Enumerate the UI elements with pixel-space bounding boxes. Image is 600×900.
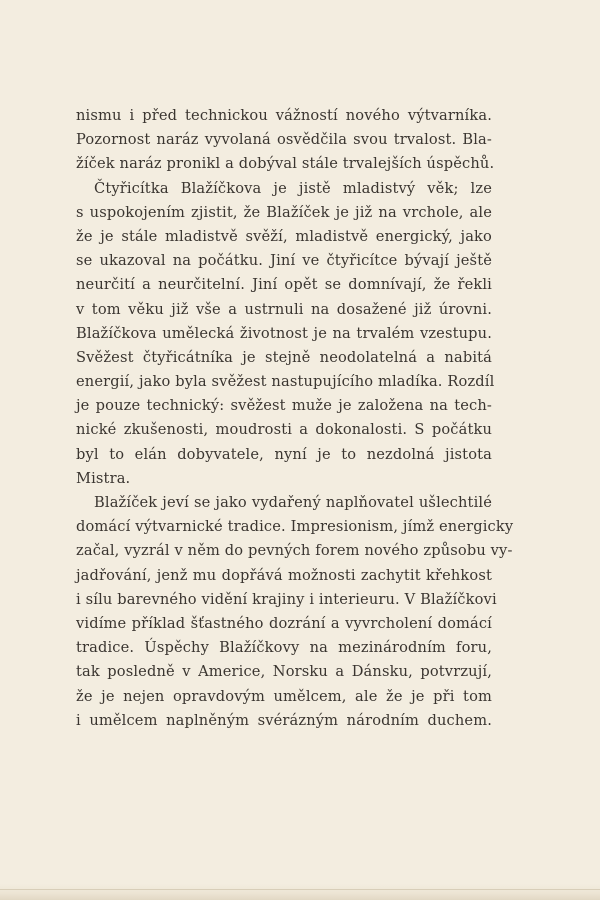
text-line: že je nejen opravdovým umělcem, ale že je při tom: [76, 687, 492, 705]
text-line: i umělcem naplněným svérázným národním duchem.: [76, 711, 492, 729]
text-line: domácí výtvarnické tradice. Impresionism, jímž energicky: [76, 518, 514, 536]
text-line: tradice. Úspěchy Blažíčkovy na mezinárodním foru,: [76, 639, 492, 657]
text-line: Čtyřicítka Blažíčkova je jistě mladistvý věk; lze: [94, 179, 492, 197]
text-line: začal, vyzrál v něm do pevných forem nového způsobu vy-: [76, 542, 513, 560]
text-line: Svěžest čtyřicátníka je stejně neodolatelná a nabitá: [76, 348, 492, 366]
text-line: vidíme příklad šťastného dozrání a vyvrcholení domácí: [76, 614, 492, 632]
text-line: tak posledně v Americe, Norsku a Dánsku, potvrzují,: [76, 663, 492, 681]
text-line: Blažíček jeví se jako vydařený naplňovatel ušlechtilé: [94, 494, 492, 511]
text-line: v tom věku již vše a ustrnuli na dosažené již úrovni.: [76, 300, 492, 318]
text-line: žíček naráz pronikl a dobýval stále trvalejších úspěchů.: [76, 155, 495, 173]
text-line: nismu i před technickou vážností nového výtvarníka.: [76, 107, 492, 124]
text-line: jadřování, jenž mu dopřává možnosti zachytit křehkost: [76, 566, 492, 584]
text-line: Blažíčkova umělecká životnost je na trvalém vzestupu.: [76, 324, 492, 342]
text-line: s uspokojením zjistit, že Blažíček je již na vrchole, ale: [76, 203, 492, 221]
text-line: i sílu barevného vidění krajiny i interieuru. V Blažíčkovi: [76, 590, 497, 608]
text-line: energií, jako byla svěžest nastupujícího mladíka. Rozdíl: [76, 373, 495, 391]
text-line: se ukazoval na počátku. Jiní ve čtyřicítce bývají ještě: [76, 252, 492, 270]
body-text: [76, 104, 514, 733]
text-line: Mistra.: [76, 469, 131, 487]
text-line: nické zkušenosti, moudrosti a dokonalosti. S počátku: [76, 421, 492, 439]
text-line: Pozornost naráz vyvolaná osvědčila svou trvalost. Bla-: [76, 131, 492, 149]
page-edge-divider: [0, 889, 600, 890]
text-line: že je stále mladistvě svěží, mladistvě energický, jako: [76, 227, 492, 245]
text-line: je pouze technický: svěžest muže je založena na tech-: [76, 397, 492, 415]
text-line: byl to elán dobyvatele, nyní je to nezdolná jistota: [76, 445, 492, 463]
page-bottom-edge: [0, 884, 600, 900]
text-line: neurčití a neurčitelní. Jiní opět se domnívají, že řekli: [76, 276, 492, 294]
